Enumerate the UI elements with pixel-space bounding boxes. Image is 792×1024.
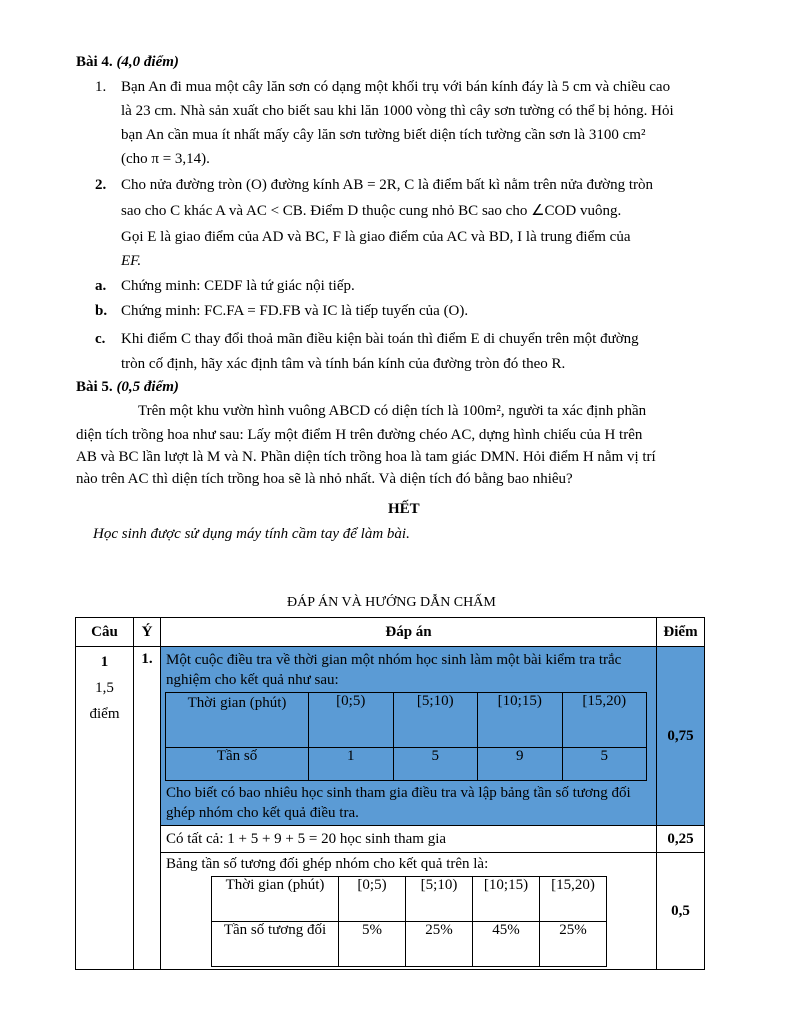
total-cell — [161, 826, 657, 853]
bai5-line: AB và BC lần lượt là M và N. Phần diện tích trồng hoa là tam giác DMN. Hỏi điểm H nằm vị trí — [76, 449, 656, 465]
calculator-note: Học sinh được sử dụng máy tính cầm tay để làm bài. — [93, 526, 410, 542]
bai5-line: Trên một khu vườn hình vuông ABCD có diện tích là 100m², người ta xác định phần — [138, 403, 647, 419]
bai5-points: (0,5 điểm) — [116, 379, 179, 395]
bai4-q2-number: 2. — [95, 177, 107, 193]
freq-interval: [15,20) — [562, 693, 647, 748]
bai4-c-number: c. — [95, 331, 106, 347]
freq-row-label: Thời gian (phút) — [166, 693, 309, 748]
header-y: Ý — [134, 618, 161, 647]
bai4-c-line: tròn cố định, hãy xác định tâm và tính bán kính của đường tròn đó theo R. — [121, 356, 566, 372]
rel-value: 45% — [473, 922, 540, 967]
answer-row — [76, 853, 705, 970]
freq-row-label: Tần số — [166, 748, 309, 781]
score-cell: 0,5 — [657, 853, 705, 970]
bai4-q1-line: là 23 cm. Nhà sản xuất cho biết sau khi lăn 1000 vòng thì cây sơn tường có thể bị hỏng. Hỏi — [121, 103, 674, 119]
freq-interval: [0;5) — [309, 693, 394, 748]
end-mark: HẾT — [388, 501, 420, 517]
bai5-line: diện tích trồng hoa như sau: Lấy một điểm H trên đường chéo AC, dựng hình chiếu của H trên — [76, 427, 643, 443]
freq-value: 5 — [393, 748, 478, 781]
bai5-line: nào trên AC thì diện tích trồng hoa sẽ là nhỏ nhất. Và diện tích đó bằng bao nhiêu? — [76, 471, 573, 487]
bai4-q1-line: Bạn An đi mua một cây lăn sơn có dạng một khối trụ với bán kính đáy là 5 cm và chiều cao — [121, 79, 671, 95]
freq-interval: [5;10) — [393, 693, 478, 748]
frequency-table — [165, 692, 647, 781]
bai4-a-text: Chứng minh: CEDF là tứ giác nội tiếp. — [121, 278, 355, 294]
header-cau: Câu — [76, 618, 134, 647]
question-text: Cho biết có bao nhiêu học sinh tham gia điều tra và lập bảng tần số tương đối ghép nhóm cho kết quả điều tra. — [166, 785, 631, 821]
question-intro: Một cuộc điều tra về thời gian một nhóm học sinh làm một bài kiểm tra trắc nghiệm cho kết quả như sau: — [166, 652, 622, 688]
rel-interval: [15,20) — [540, 877, 607, 922]
freq-value: 9 — [478, 748, 563, 781]
answer-row — [76, 826, 705, 853]
rel-value: 25% — [406, 922, 473, 967]
bai4-q1-line: bạn An cần mua ít nhất mấy cây lăn sơn tường biết diện tích tường cần sơn là 3100 cm² — [121, 127, 646, 143]
cau-number: 1 — [100, 654, 109, 670]
cau-points: 1,5 — [95, 680, 114, 696]
rel-row-label: Thời gian (phút) — [212, 877, 339, 922]
header-dap-an: Đáp án — [161, 618, 657, 647]
bai5-title: Bài 5. — [76, 379, 113, 395]
bai4-c-line: Khi điểm C thay đổi thoả mãn điều kiện bài toán thì điểm E di chuyển trên một đường — [121, 331, 639, 347]
rel-interval: [0;5) — [339, 877, 406, 922]
rel-value: 25% — [540, 922, 607, 967]
rel-interval: [5;10) — [406, 877, 473, 922]
bai4-q1-number: 1. — [95, 79, 107, 95]
header-diem: Điểm — [657, 618, 705, 647]
bai4-a-number: a. — [95, 278, 107, 294]
y-cell: 1. — [134, 647, 161, 970]
bai4-q2-line: EF. — [121, 253, 142, 269]
rel-interval: [10;15) — [473, 877, 540, 922]
answer-title: ĐÁP ÁN VÀ HƯỚNG DẪN CHẤM — [287, 595, 496, 610]
relative-intro: Bảng tần số tương đối ghép nhóm cho kết quả trên là: — [166, 856, 489, 872]
rel-row-label: Tần số tương đối — [212, 922, 339, 967]
bai4-title: Bài 4. — [76, 54, 113, 70]
bai4-q2-line: Cho nửa đường tròn (O) đường kính AB = 2R, C là điểm bất kì nằm trên nửa đường tròn — [121, 177, 654, 193]
bai4-q1-line: (cho π = 3,14). — [121, 151, 210, 167]
freq-value: 5 — [562, 748, 647, 781]
bai4-q2-line: Gọi E là giao điểm của AD và BC, F là giao điểm của AC và BD, I là trung điểm của — [121, 229, 631, 245]
total-text: Có tất cả: 1 + 5 + 9 + 5 = 20 học sinh tham gia — [166, 831, 447, 847]
bai5-heading — [76, 377, 179, 397]
answer-table-header — [76, 618, 705, 647]
score-cell: 0,25 — [657, 826, 705, 853]
relative-cell — [161, 853, 657, 970]
score-cell: 0,75 — [657, 647, 705, 826]
freq-interval: [10;15) — [478, 693, 563, 748]
bai4-heading — [76, 52, 179, 72]
question-cell — [161, 647, 657, 826]
answer-table — [75, 617, 705, 970]
bai4-q2-line: sao cho C khác A và AC < CB. Điểm D thuộc cung nhỏ BC sao cho ∠COD vuông. — [121, 203, 622, 219]
cau-points-unit: điểm — [89, 706, 120, 722]
freq-value: 1 — [309, 748, 394, 781]
cau-cell — [76, 647, 134, 970]
rel-value: 5% — [339, 922, 406, 967]
bai4-b-text: Chứng minh: FC.FA = FD.FB và IC là tiếp tuyến của (O). — [121, 303, 469, 319]
bai4-points: (4,0 điểm) — [116, 54, 179, 70]
answer-row — [76, 647, 705, 826]
bai4-b-number: b. — [95, 303, 108, 319]
relative-frequency-table — [211, 876, 607, 967]
